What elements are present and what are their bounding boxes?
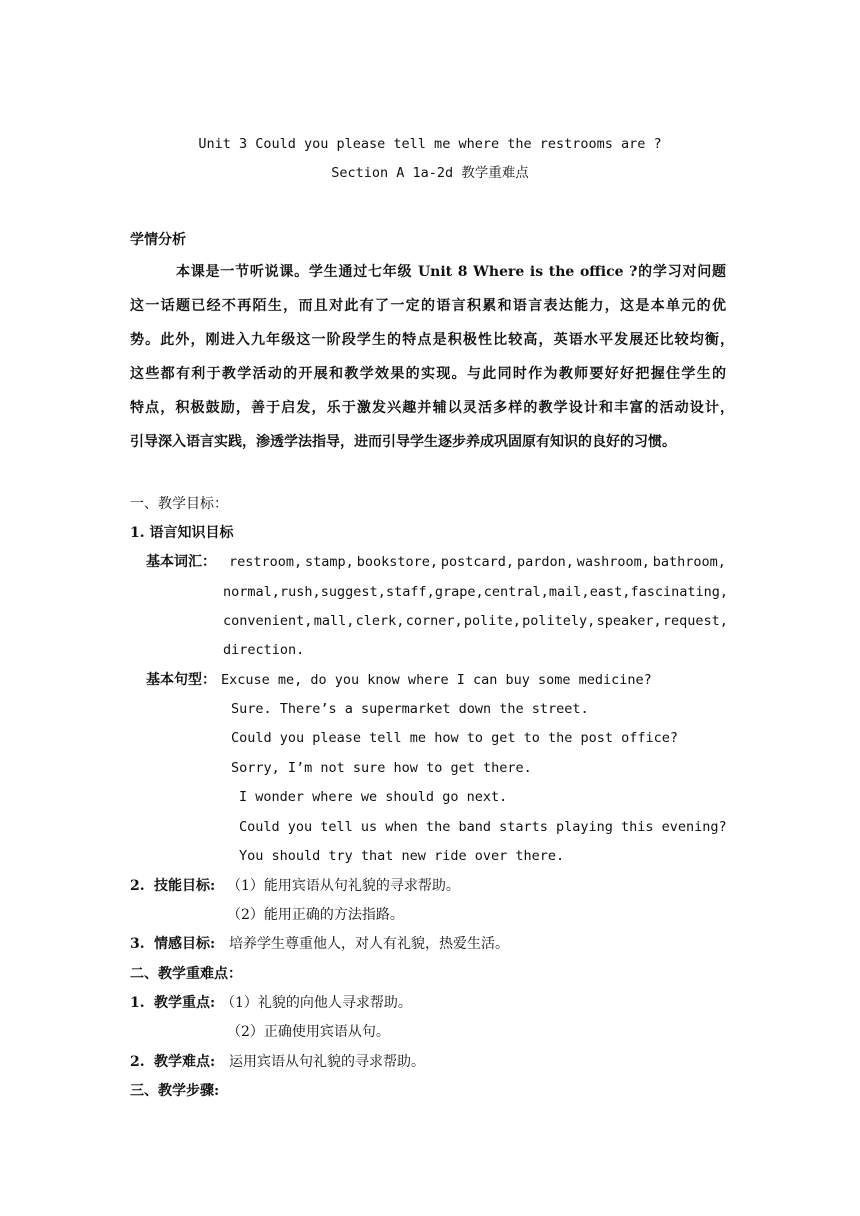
vocab-word: convenient, [223, 613, 313, 629]
emotion-text: 培养学生尊重他人，对人有礼貌，热爱生活。 [229, 936, 509, 952]
vocab-word: stamp, [305, 554, 354, 570]
sentence-6: Could you tell us when the band starts playing this evening? [239, 819, 727, 835]
vocab-word: mall, [313, 613, 355, 629]
steps-heading: 三、教学步骤: [130, 1083, 220, 1099]
difficulty-text: 运用宾语从句礼貌的寻求帮助。 [229, 1054, 425, 1070]
sentence-3: Could you please tell me how to get to the post office? [231, 730, 679, 746]
vocab-word: politely, [522, 613, 596, 629]
sentence-2: Sure. There’s a supermarket down the street. [231, 701, 589, 717]
focus-item-2: （2）正确使用宾语从句。 [227, 1024, 390, 1040]
sentence-5: I wonder where we should go next. [239, 789, 508, 805]
goal-item-language: 1. 语言知识目标 [130, 525, 234, 541]
skill-item-2: （2）能用正确的方法指路。 [227, 907, 404, 923]
skill-number: 2. [130, 878, 145, 894]
vocab-word: bathroom, [652, 554, 726, 570]
analysis-line-3: 势。此外，刚进入九年级这一阶段学生的特点是积极性比较高，英语水平发展还比较均衡， [130, 332, 734, 348]
vocab-word: pardon, [516, 554, 574, 570]
goals-heading: 一、教学目标： [130, 496, 228, 512]
sentence-1: Excuse me, do you know where I can buy some medicine? [221, 672, 652, 688]
emotion-number: 3. [130, 936, 145, 952]
analysis-line-1: 本课是一节听说课。学生通过七年级 Unit 8 Where is the office ?的学习对问题 [176, 264, 726, 280]
vocab-word: normal, [223, 584, 280, 600]
focus-label: 教学重点: [154, 995, 216, 1011]
skill-item-1: （1）能用宾语从句礼貌的寻求帮助。 [227, 878, 460, 894]
sentence-7: You should try that new ride over there. [239, 848, 565, 864]
analysis-line-5: 特点，积极鼓励，善于启发，乐于激发兴趣并辅以灵活多样的教学设计和丰富的活动设计， [130, 400, 734, 416]
document-title: Unit 3 Could you please tell me where the restrooms are ? [198, 136, 662, 152]
sentence-label: 基本句型： [146, 672, 216, 688]
analysis-line-4: 这些都有利于教学活动的开展和教学效果的实现。与此同时作为教师要好好把握住学生的 [130, 366, 726, 382]
vocab-word: east, [589, 584, 631, 600]
vocab-word: restroom, [229, 554, 303, 570]
vocab-word: corner, [405, 613, 463, 629]
vocab-label: 基本词汇： [146, 554, 216, 570]
vocab-word: request, [662, 613, 728, 629]
vocab-line-1 [229, 552, 726, 572]
vocab-line-3 [223, 611, 728, 631]
vocab-line-4: direction. [223, 642, 305, 658]
vocab-line-2 [223, 582, 728, 602]
analysis-line-6: 引导深入语言实践，渗透学法指导，进而引导学生逐步养成巩固原有知识的良好的习惯。 [130, 434, 676, 450]
difficulty-number: 2. [130, 1054, 145, 1070]
skill-label: 技能目标: [154, 878, 216, 894]
vocab-word: grape, [434, 584, 484, 600]
vocab-word: washroom, [576, 554, 650, 570]
vocab-word: central, [483, 584, 549, 600]
vocab-word: polite, [463, 613, 521, 629]
difficulty-label: 教学难点: [154, 1054, 216, 1070]
vocab-word: rush, [280, 584, 321, 600]
sentence-4: Sorry, I’m not sure how to get there. [231, 760, 532, 776]
vocab-word: speaker, [596, 613, 662, 629]
vocab-word: suggest, [320, 584, 386, 600]
keypoints-heading: 二、教学重难点： [130, 966, 242, 982]
vocab-word: postcard, [440, 554, 515, 570]
focus-item-1: （1）礼貌的向他人寻求帮助。 [221, 995, 412, 1011]
vocab-word: mail, [548, 584, 590, 600]
vocab-word: bookstore, [356, 554, 438, 570]
vocab-word: clerk, [355, 613, 405, 629]
analysis-heading: 学情分析 [130, 232, 186, 248]
analysis-line-2: 这一话题已经不再陌生，而且对此有了一定的语言积累和语言表达能力，这是本单元的优 [130, 298, 726, 314]
focus-number: 1. [130, 995, 145, 1011]
document-subtitle: Section A 1a-2d 教学重难点 [331, 165, 529, 181]
vocab-word: staff, [385, 584, 435, 600]
emotion-label: 情感目标: [154, 936, 216, 952]
vocab-word: fascinating, [630, 584, 728, 600]
